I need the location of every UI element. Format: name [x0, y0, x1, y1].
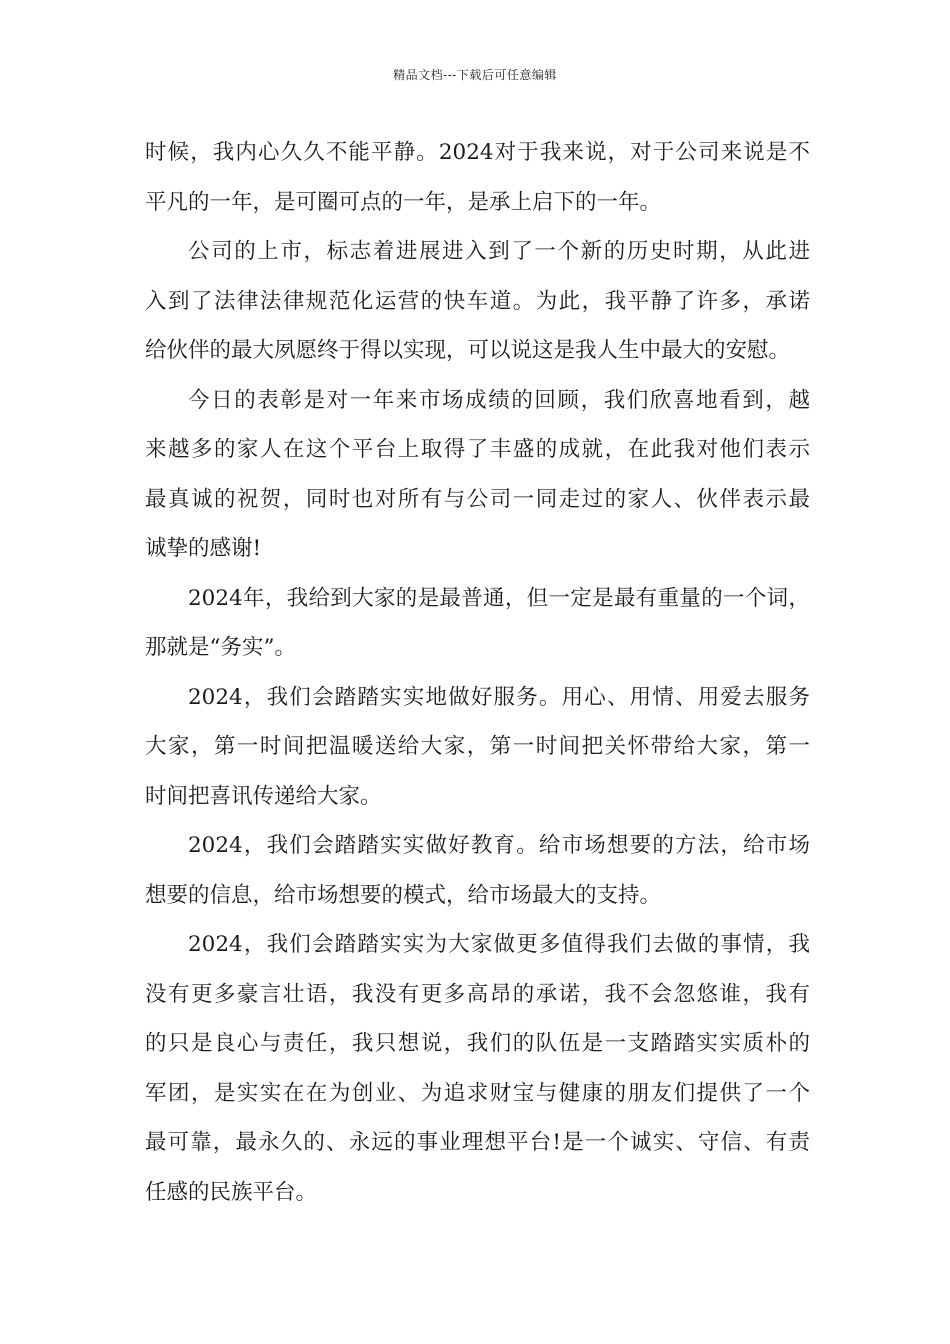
text-line: 的只是良心与责任，我只想说，我们的队伍是一支踏踏实实质朴的 [145, 1031, 810, 1056]
text-line: 入到了法律法律规范化运营的快车道。为此，我平静了许多，承诺 [145, 288, 810, 314]
text-line: 2024，我们会踏踏实实地做好服务。用心、用情、用爱去服务 [188, 684, 810, 710]
text-line: 最可靠，最永久的、永远的事业理想平台!是一个诚实、守信、有责 [145, 1130, 810, 1155]
text-line: 任感的民族平台。 [145, 1179, 318, 1205]
page-header: 精品文档---下载后可任意编辑 [393, 68, 557, 82]
text-line: 时间把喜讯传递给大家。 [145, 783, 382, 809]
text-line: 诚挚的感谢! [145, 536, 262, 561]
text-line: 来越多的家人在这个平台上取得了丰盛的成就，在此我对他们表示 [145, 437, 810, 462]
text-line: 想要的信息，给市场想要的模式，给市场最大的支持。 [145, 882, 662, 908]
text-line: 2024，我们会踏踏实实为大家做更多值得我们去做的事情，我 [188, 932, 810, 957]
text-line: 军团，是实实在在为创业、为追求财宝与健康的朋友们提供了一个 [145, 1080, 810, 1106]
text-line: 时候，我内心久久不能平静。2024对于我来说，对于公司来说是不 [145, 140, 810, 165]
text-line: 2024，我们会踏踏实实做好教育。给市场想要的方法，给市场 [188, 833, 810, 858]
text-line: 最真诚的祝贺，同时也对所有与公司一同走过的家人、伙伴表示最 [145, 486, 810, 512]
text-line: 公司的上市，标志着进展进入到了一个新的历史时期，从此进 [188, 239, 810, 264]
text-line: 那就是“务实”。 [145, 635, 296, 660]
text-line: 大家，第一时间把温暖送给大家，第一时间把关怀带给大家，第一 [145, 734, 810, 759]
text-line: 没有更多豪言壮语，我没有更多高昂的承诺，我不会忽悠谁，我有 [145, 981, 810, 1007]
text-line: 2024年，我给到大家的是最普通，但一定是最有重量的一个词， [188, 585, 810, 611]
document-body [145, 128, 810, 1217]
text-line: 给伙伴的最大夙愿终于得以实现，可以说这是我人生中最大的安慰。 [145, 338, 791, 363]
text-line: 今日的表彰是对一年来市场成绩的回顾，我们欣喜地看到，越 [188, 387, 810, 413]
text-line: 平凡的一年，是可圈可点的一年，是承上启下的一年。 [145, 189, 662, 215]
